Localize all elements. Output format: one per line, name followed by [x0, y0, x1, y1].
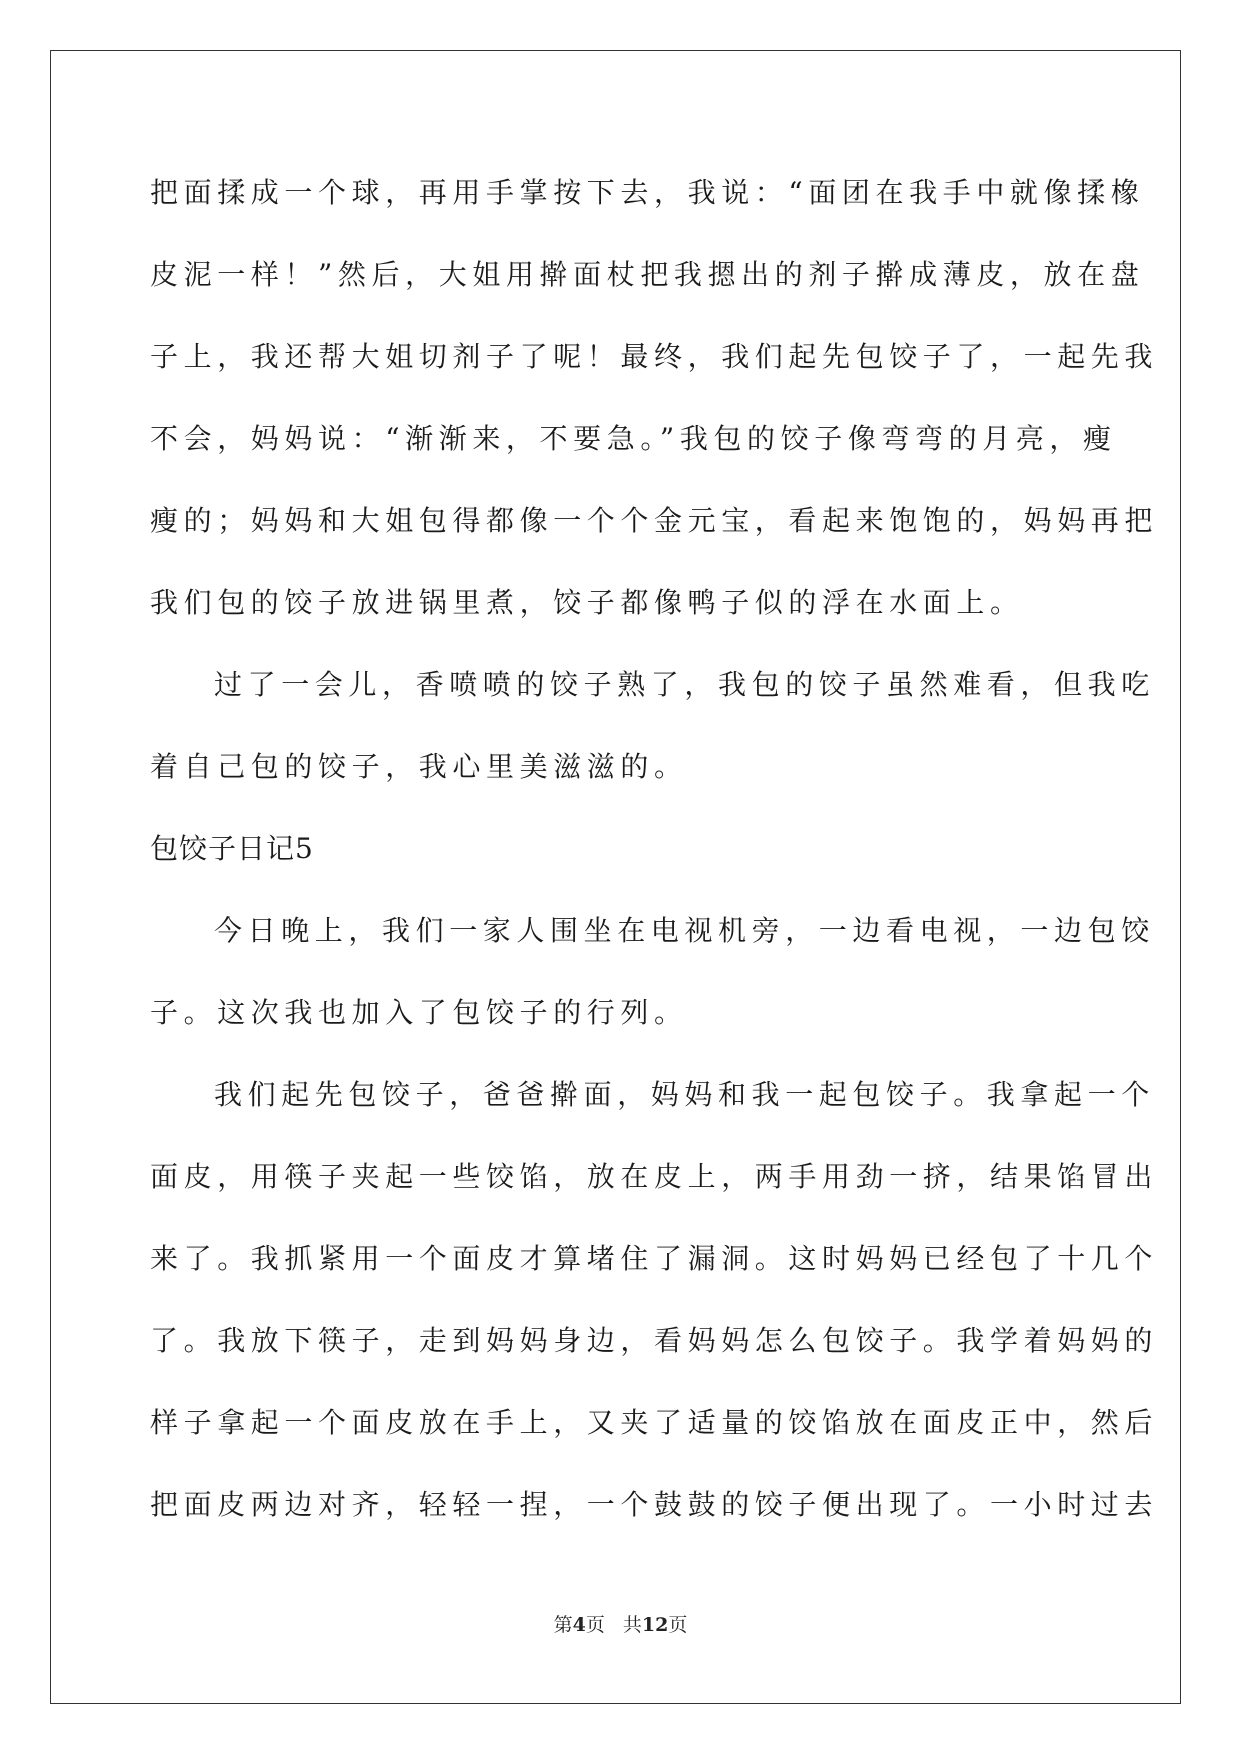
text-line: 了。我放下筷子，走到妈妈身边，看妈妈怎么包饺子。我学着妈妈的 — [150, 1324, 1159, 1357]
text-line: 着自己包的饺子，我心里美滋滋的。 — [150, 750, 688, 783]
text-line: 把面揉成一个球，再用手掌按下去，我说：“面团在我手中就像揉橡 — [150, 176, 1145, 209]
document-body — [150, 152, 1159, 1546]
footer-prefix: 第 — [553, 1614, 573, 1636]
text-line: 皮泥一样！”然后，大姐用擀面杖把我摁出的剂子擀成薄皮，放在盘 — [150, 258, 1145, 291]
text-line: 面皮，用筷子夹起一些饺馅，放在皮上，两手用劲一挤，结果馅冒出 — [150, 1160, 1159, 1193]
text-line: 样子拿起一个面皮放在手上，又夹了适量的饺馅放在面皮正中，然后 — [150, 1406, 1159, 1439]
footer-page-suffix: 页 — [585, 1614, 605, 1636]
paragraph-first-line: 我们起先包饺子，爸爸擀面，妈妈和我一起包饺子。我拿起一个 — [214, 1078, 1155, 1111]
section-heading: 包饺子日记5 — [150, 832, 314, 865]
paragraph-first-line: 今日晚上，我们一家人围坐在电视机旁，一边看电视，一边包饺 — [214, 914, 1155, 947]
text-line: 来了。我抓紧用一个面皮才算堵住了漏洞。这时妈妈已经包了十几个 — [150, 1242, 1159, 1275]
text-line: 把面皮两边对齐，轻轻一捏，一个鼓鼓的饺子便出现了。一小时过去 — [150, 1488, 1159, 1521]
text-line: 我们包的饺子放进锅里煮，饺子都像鸭子似的浮在水面上。 — [150, 586, 1024, 619]
text-line: 子。这次我也加入了包饺子的行列。 — [150, 996, 688, 1029]
total-page-count: 12 — [641, 1614, 669, 1636]
current-page-number: 4 — [572, 1614, 586, 1636]
footer-total-suffix: 页 — [668, 1614, 688, 1636]
footer-total-prefix: 共 — [622, 1614, 642, 1636]
text-line: 不会，妈妈说：“渐渐来，不要急。”我包的饺子像弯弯的月亮，瘦 — [150, 422, 1117, 455]
page-footer — [0, 1610, 1241, 1637]
text-line: 子上，我还帮大姐切剂子了呢！最终，我们起先包饺子了，一起先我 — [150, 340, 1159, 373]
text-line: 瘦的；妈妈和大姐包得都像一个个金元宝，看起来饱饱的，妈妈再把 — [150, 504, 1159, 537]
paragraph-first-line: 过了一会儿，香喷喷的饺子熟了，我包的饺子虽然难看，但我吃 — [214, 668, 1155, 701]
